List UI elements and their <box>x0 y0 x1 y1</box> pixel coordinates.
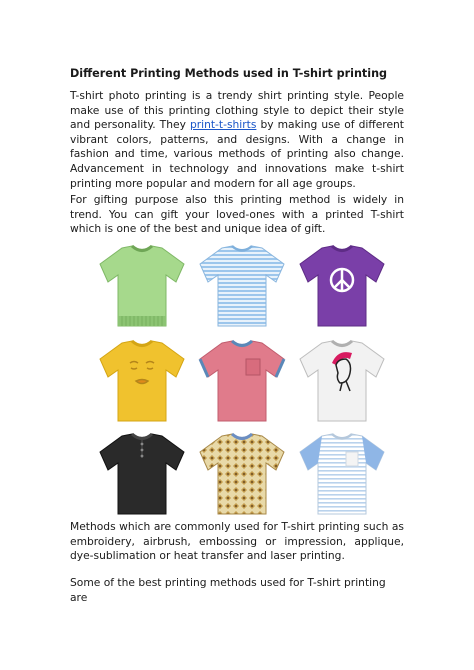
best-methods-paragraph: Some of the best printing methods used for T-shirt printing are <box>70 576 386 604</box>
purple-peace-shirt-image <box>292 242 392 330</box>
pink-pocket-shirt-image <box>192 337 292 425</box>
intro-text-start: T-shirt photo printing is a trendy shirt printing style. People make use of this printing clothing style to depict their style and personality. They <box>70 89 404 132</box>
green-shirt-image <box>92 242 192 330</box>
yellow-face-shirt-image <box>92 337 192 425</box>
methods-paragraph: Methods which are commonly used for T-shirt printing such as embroidery, airbrush, embossing or impression, applique, dye-sublimation or heat transfer and laser printing. <box>70 520 404 563</box>
print-t-shirts-link[interactable]: print-t-shirts <box>189 118 257 132</box>
black-henley-shirt-image <box>92 430 192 518</box>
tshirt-image-grid <box>92 242 392 514</box>
gift-paragraph: For gifting purpose also this printing method is widely in trend. You can gift your loved-ones with a printed T-shirt which is one of the best and unique idea of gift. <box>70 193 404 236</box>
patterned-shirt-image <box>192 430 292 518</box>
intro-text-end: by making use of different vibrant colors, patterns, and designs. With a change in fashion and time, various methods of printing also change. Advancement in technology and innovations make t-shirt printing more popular and modern for all age groups. <box>70 118 404 190</box>
white-punk-shirt-image <box>292 337 392 425</box>
intro-paragraph <box>70 89 404 191</box>
striped-blue-sleeve-shirt-image <box>292 430 392 518</box>
blue-striped-shirt-image <box>192 242 292 330</box>
page-title: Different Printing Methods used in T-shirt printing <box>70 67 388 80</box>
